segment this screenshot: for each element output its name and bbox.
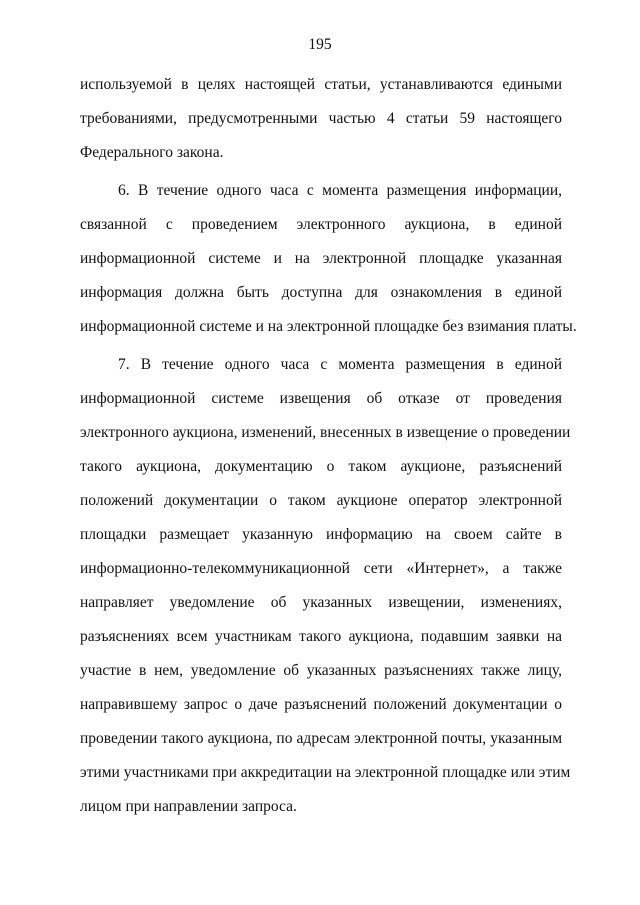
text-line: направившему запрос о даче разъяснений положений документации о [80,696,562,713]
text-line: электронного аукциона, изменений, внесенных в извещение о проведении [80,424,571,441]
text-line: информационной системе и на электронной площадке без взимания платы. [80,318,577,335]
text-line: связанной с проведением электронного аукциона, в единой [80,216,562,233]
text-line: площадки размещает указанную информацию на своем сайте в [80,526,562,543]
text-line: такого аукциона, документацию о таком аукционе, разъяснений [80,458,562,475]
text-line: этими участниками при аккредитации на электронной площадке или этим [80,764,571,781]
paragraph-continuation [80,68,562,170]
text-line: 7. В течение одного часа с момента размещения в единой [118,356,562,373]
text-line: 6. В течение одного часа с момента размещения информации, [118,182,562,199]
text-line: информация должна быть доступна для ознакомления в единой [80,284,562,301]
text-line: информационной системе и на электронной площадке указанная [80,250,562,267]
paragraph-7 [80,348,571,824]
text-line: используемой в целях настоящей статьи, устанавливаются едиными [80,76,562,93]
document-body [80,68,577,824]
paragraph-6 [80,174,577,344]
text-line: проведении такого аукциона, по адресам электронной почты, указанным [80,730,562,747]
text-line: участие в нем, уведомление об указанных разъяснениях также лицу, [80,662,562,679]
text-line: лицом при направлении запроса. [80,798,297,815]
text-line: Федерального закона. [80,144,224,161]
text-line: положений документации о таком аукционе оператор электронной [80,492,562,509]
text-line: информационной системе извещения об отказе от проведения [80,390,562,407]
page-number: 195 [308,36,332,53]
text-line: направляет уведомление об указанных извещении, изменениях, [80,594,562,611]
text-line: разъяснениях всем участникам такого аукциона, подавшим заявки на [80,628,562,645]
text-line: информационно-телекоммуникационной сети «Интернет», а также [80,560,562,577]
text-line: требованиями, предусмотренными частью 4 статьи 59 настоящего [80,110,562,127]
